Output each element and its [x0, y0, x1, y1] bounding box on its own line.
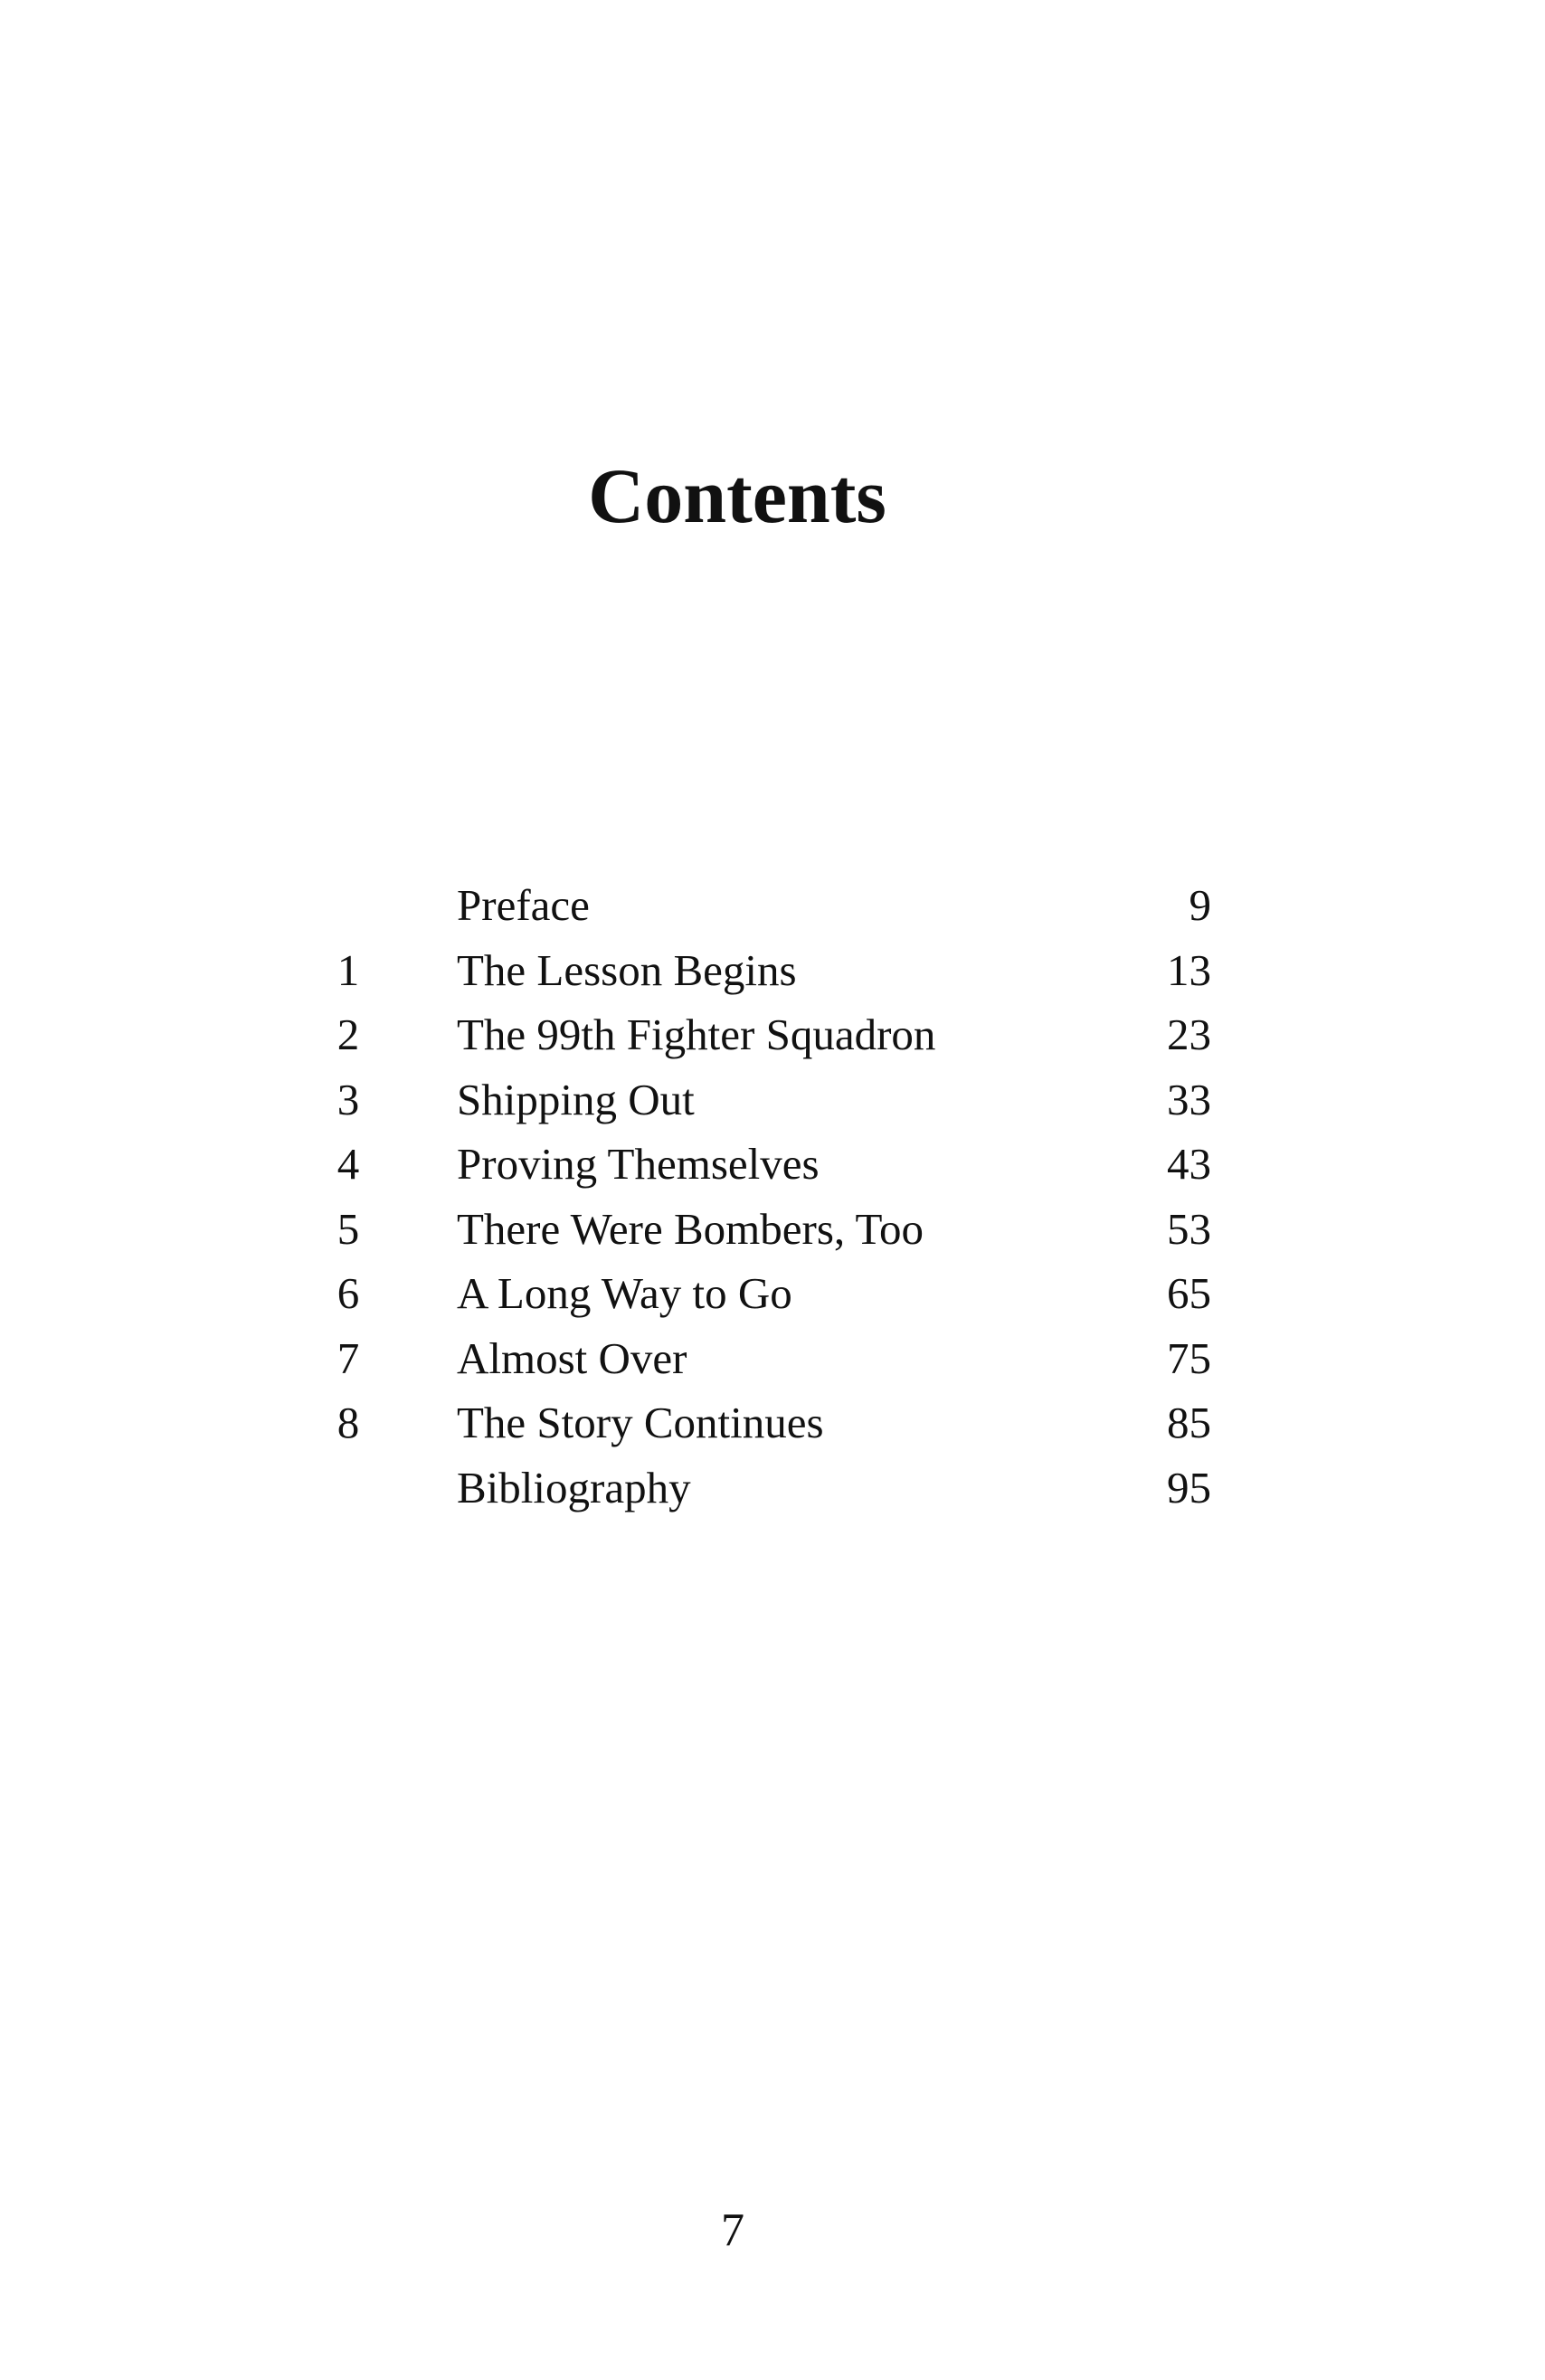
toc-entry-title: A Long Way to Go — [457, 1268, 792, 1318]
toc-entry-chapter-4 — [0, 1132, 1545, 1197]
table-of-contents — [0, 873, 1545, 1520]
toc-page-number: 53 — [1167, 1203, 1211, 1254]
toc-entry-preface — [0, 873, 1545, 938]
toc-entry-title: Almost Over — [457, 1332, 687, 1383]
toc-page-number: 23 — [1167, 1010, 1211, 1059]
toc-entry-title: The Lesson Begins — [457, 944, 797, 995]
toc-page-number: 65 — [1167, 1268, 1211, 1318]
toc-page-number: 13 — [1167, 944, 1211, 995]
toc-entry-chapter-6 — [0, 1261, 1545, 1326]
toc-entry-title: The Story Continues — [457, 1398, 824, 1447]
toc-entry-chapter-5 — [0, 1197, 1545, 1262]
toc-entry-title: There Were Bombers, Too — [457, 1203, 924, 1254]
toc-chapter-number: 7 — [336, 1332, 360, 1383]
page-footer-number: 7 — [721, 2205, 744, 2256]
toc-page-number: 33 — [1167, 1074, 1211, 1124]
toc-entry-title: Bibliography — [457, 1462, 691, 1512]
toc-chapter-number: 1 — [336, 944, 360, 995]
toc-page-number: 9 — [1189, 880, 1211, 930]
toc-page-number: 75 — [1167, 1332, 1211, 1383]
toc-page-number: 43 — [1167, 1139, 1211, 1189]
toc-entry-title: The 99th Fighter Squadron — [457, 1010, 936, 1059]
toc-entry-title: Shipping Out — [457, 1074, 695, 1124]
toc-entry-title: Preface — [457, 880, 590, 930]
toc-chapter-number: 5 — [336, 1203, 360, 1254]
toc-page-number: 95 — [1167, 1462, 1211, 1512]
toc-page-number: 85 — [1167, 1398, 1211, 1447]
toc-entry-chapter-3 — [0, 1067, 1545, 1133]
page-title: Contents — [588, 452, 886, 539]
toc-entry-chapter-7 — [0, 1326, 1545, 1391]
toc-chapter-number: 2 — [336, 1010, 360, 1059]
toc-chapter-number: 6 — [336, 1268, 360, 1318]
toc-entry-chapter-1 — [0, 938, 1545, 1003]
toc-chapter-number: 4 — [336, 1139, 360, 1189]
toc-entry-chapter-8 — [0, 1390, 1545, 1455]
toc-chapter-number: 3 — [336, 1074, 360, 1124]
toc-entry-chapter-2 — [0, 1002, 1545, 1067]
toc-chapter-number: 8 — [336, 1398, 360, 1447]
toc-entry-bibliography — [0, 1455, 1545, 1521]
toc-entry-title: Proving Themselves — [457, 1139, 820, 1189]
